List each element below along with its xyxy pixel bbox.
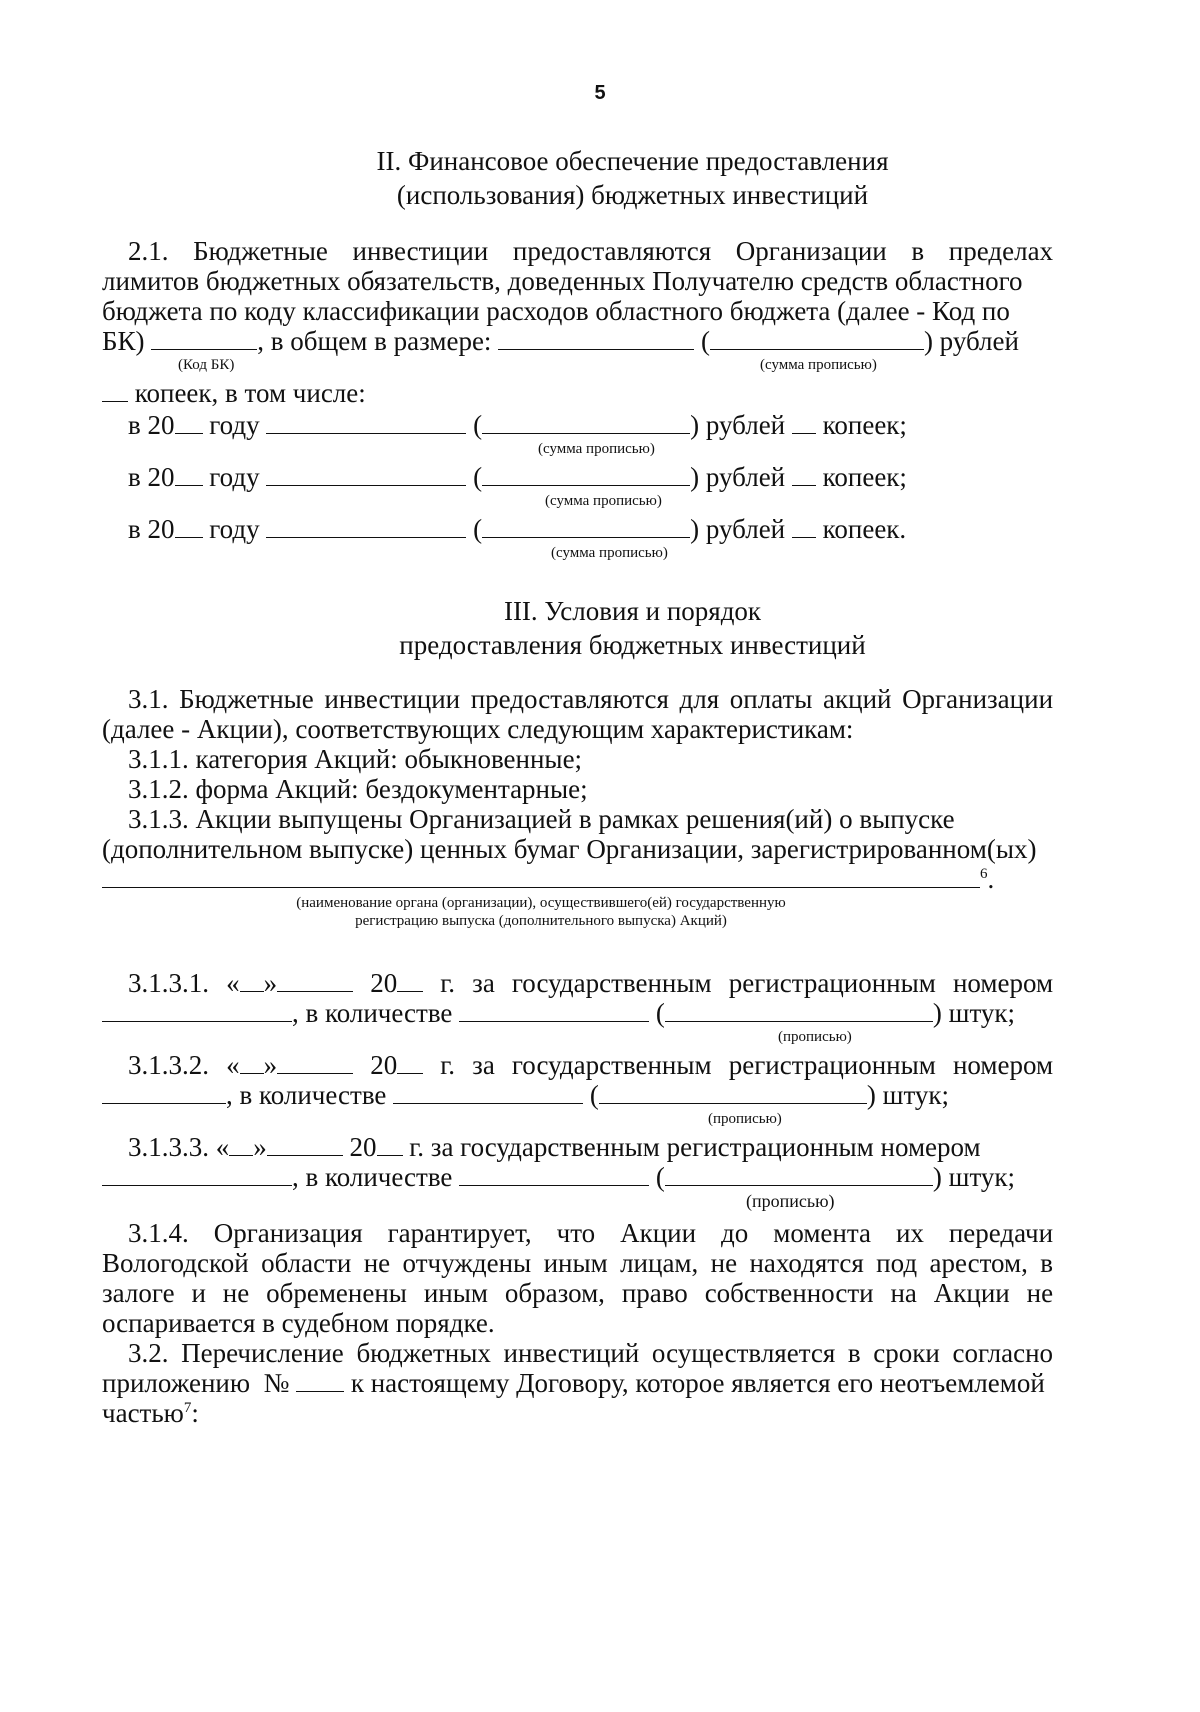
appendix-number-blank[interactable] xyxy=(296,1369,344,1392)
reg-quantity-words-blank[interactable] xyxy=(665,1163,933,1186)
year-kopecks-blank[interactable] xyxy=(792,515,816,538)
reg-quantity-words-blank[interactable] xyxy=(665,999,933,1022)
reg-number-blank[interactable] xyxy=(102,1081,226,1104)
section-2-title xyxy=(0,144,1200,212)
year-kopecks-blank[interactable] xyxy=(792,463,816,486)
registration-2-line-2: , в количестве ( ) штук; xyxy=(102,1078,949,1112)
reg-day-blank[interactable] xyxy=(229,1133,253,1156)
reg-day-blank[interactable] xyxy=(240,969,264,992)
year-amount-blank[interactable] xyxy=(266,463,466,486)
reg-quantity-blank[interactable] xyxy=(393,1081,583,1104)
registration-authority-note: (наименование органа (организации), осуществившего(ей) государственную регистрацию выпуска (дополнительного выпуска) Акций) xyxy=(296,895,786,929)
year-blank[interactable] xyxy=(175,515,203,538)
registration-authority-blank[interactable] xyxy=(102,865,980,888)
reg-month-blank[interactable] xyxy=(267,1133,343,1156)
registration-1-line-1: 3.1.3.1. « » 20 г. за государственным регистрационным номером xyxy=(128,968,1054,998)
registration-3-note: (прописью) xyxy=(746,1191,835,1211)
reg-number-blank[interactable] xyxy=(102,999,292,1022)
section-3-title xyxy=(0,594,1200,662)
year-line-2: в 20 году ( ) рублей копеек; xyxy=(128,462,907,492)
paragraph-3-1-2: 3.1.2. форма Акций: бездокументарные; xyxy=(128,774,588,804)
code-bk-blank[interactable] xyxy=(151,327,257,350)
year-amount-words-blank[interactable] xyxy=(482,411,690,434)
paragraph-2-1-line-2: лимитов бюджетных обязательств, доведенных Получателю средств областного xyxy=(102,266,1023,296)
paragraph-3-2-line-1: 3.2. Перечисление бюджетных инвестиций осуществляется в сроки согласно xyxy=(128,1338,1054,1368)
paragraph-3-1-4-line-2: Вологодской области не отчуждены иным лицам, не находятся под арестом, в xyxy=(102,1248,1054,1278)
note-code-bk: (Код БК) xyxy=(178,357,235,373)
reg-year-blank[interactable] xyxy=(377,1133,403,1156)
paragraph-3-1-4-line-4: оспаривается в судебном порядке. xyxy=(102,1308,495,1338)
year-amount-blank[interactable] xyxy=(266,515,466,538)
paragraph-3-1-3-line-3: $^6$. xyxy=(102,862,994,896)
reg-quantity-words-blank[interactable] xyxy=(599,1081,867,1104)
reg-quantity-blank[interactable] xyxy=(459,1163,649,1186)
amount-words-blank[interactable] xyxy=(710,327,924,350)
year-line-1: в 20 году ( ) рублей копеек; xyxy=(128,410,907,440)
note-amount-words: (сумма прописью) xyxy=(760,357,877,373)
registration-2-line-1: 3.1.3.2. « » 20 г. за государственным регистрационным номером xyxy=(128,1050,1054,1080)
section-2-title-line-1: II. Финансовое обеспечение предоставления xyxy=(376,146,889,176)
paragraph-2-1-line-5: копеек, в том числе: xyxy=(102,376,366,410)
reg-month-blank[interactable] xyxy=(277,969,353,992)
section-3-title-line-1: III. Условия и порядок xyxy=(503,596,762,626)
paragraph-2-1-line-3: бюджета по коду классификации расходов областного бюджета (далее - Код по xyxy=(102,296,1010,326)
reg-number-blank[interactable] xyxy=(102,1163,292,1186)
paragraph-3-1-4-line-3: залоге и не обременены иным образом, право собственности на Акции не xyxy=(102,1278,1054,1308)
registration-3-line-1: 3.1.3.3. « » 20 г. за государственным регистрационным номером xyxy=(128,1132,981,1162)
year-line-3: в 20 году ( ) рублей копеек. xyxy=(128,514,907,544)
kopecks-blank[interactable] xyxy=(102,379,128,402)
paragraph-3-1-3-line-2: (дополнительном выпуске) ценных бумаг Организации, зарегистрированном(ых) xyxy=(102,834,1037,864)
section-2-title-line-2: (использования) бюджетных инвестиций xyxy=(396,180,869,210)
year-amount-words-blank[interactable] xyxy=(482,515,690,538)
reg-day-blank[interactable] xyxy=(240,1051,264,1074)
year-note-1: (сумма прописью) xyxy=(538,441,655,457)
registration-2-note: (прописью) xyxy=(708,1111,782,1127)
page-number: 5 xyxy=(594,82,606,104)
paragraph-3-1-4-line-1: 3.1.4. Организация гарантирует, что Акции до момента их передачи xyxy=(128,1218,1054,1248)
registration-1-note: (прописью) xyxy=(778,1029,852,1045)
registration-1-line-2: , в количестве ( ) штук; xyxy=(102,996,1015,1030)
paragraph-3-1-1: 3.1.1. категория Акций: обыкновенные; xyxy=(128,744,583,774)
reg-quantity-blank[interactable] xyxy=(459,999,649,1022)
paragraph-2-1-line-1: 2.1. Бюджетные инвестиции предоставляются Организации в пределах xyxy=(128,236,1054,266)
paragraph-3-2-line-3: частью$^7$: xyxy=(102,1398,199,1428)
year-blank[interactable] xyxy=(175,463,203,486)
paragraph-3-1-line-1: 3.1. Бюджетные инвестиции предоставляются для оплаты акций Организации xyxy=(128,684,1054,714)
year-note-2: (сумма прописью) xyxy=(545,493,662,509)
year-note-3: (сумма прописью) xyxy=(551,545,668,561)
section-3-title-line-2: предоставления бюджетных инвестиций xyxy=(399,630,866,660)
year-amount-blank[interactable] xyxy=(266,411,466,434)
year-blank[interactable] xyxy=(175,411,203,434)
registration-3-line-2: , в количестве ( ) штук; xyxy=(102,1160,1015,1194)
reg-month-blank[interactable] xyxy=(277,1051,353,1074)
paragraph-3-1-line-2: (далее - Акции), соответствующих следующим характеристикам: xyxy=(102,714,854,744)
reg-year-blank[interactable] xyxy=(397,1051,423,1074)
amount-blank[interactable] xyxy=(498,327,694,350)
paragraph-3-1-3-line-1: 3.1.3. Акции выпущены Организацией в рамках решения(ий) о выпуске xyxy=(128,804,955,834)
paragraph-3-2-line-2: приложению № к настоящему Договору, которое является его неотъемлемой xyxy=(102,1368,1045,1398)
year-kopecks-blank[interactable] xyxy=(792,411,816,434)
year-amount-words-blank[interactable] xyxy=(482,463,690,486)
reg-year-blank[interactable] xyxy=(397,969,423,992)
paragraph-2-1-line-4: БК) , в общем в размере: ( ) рублей xyxy=(102,326,1019,356)
